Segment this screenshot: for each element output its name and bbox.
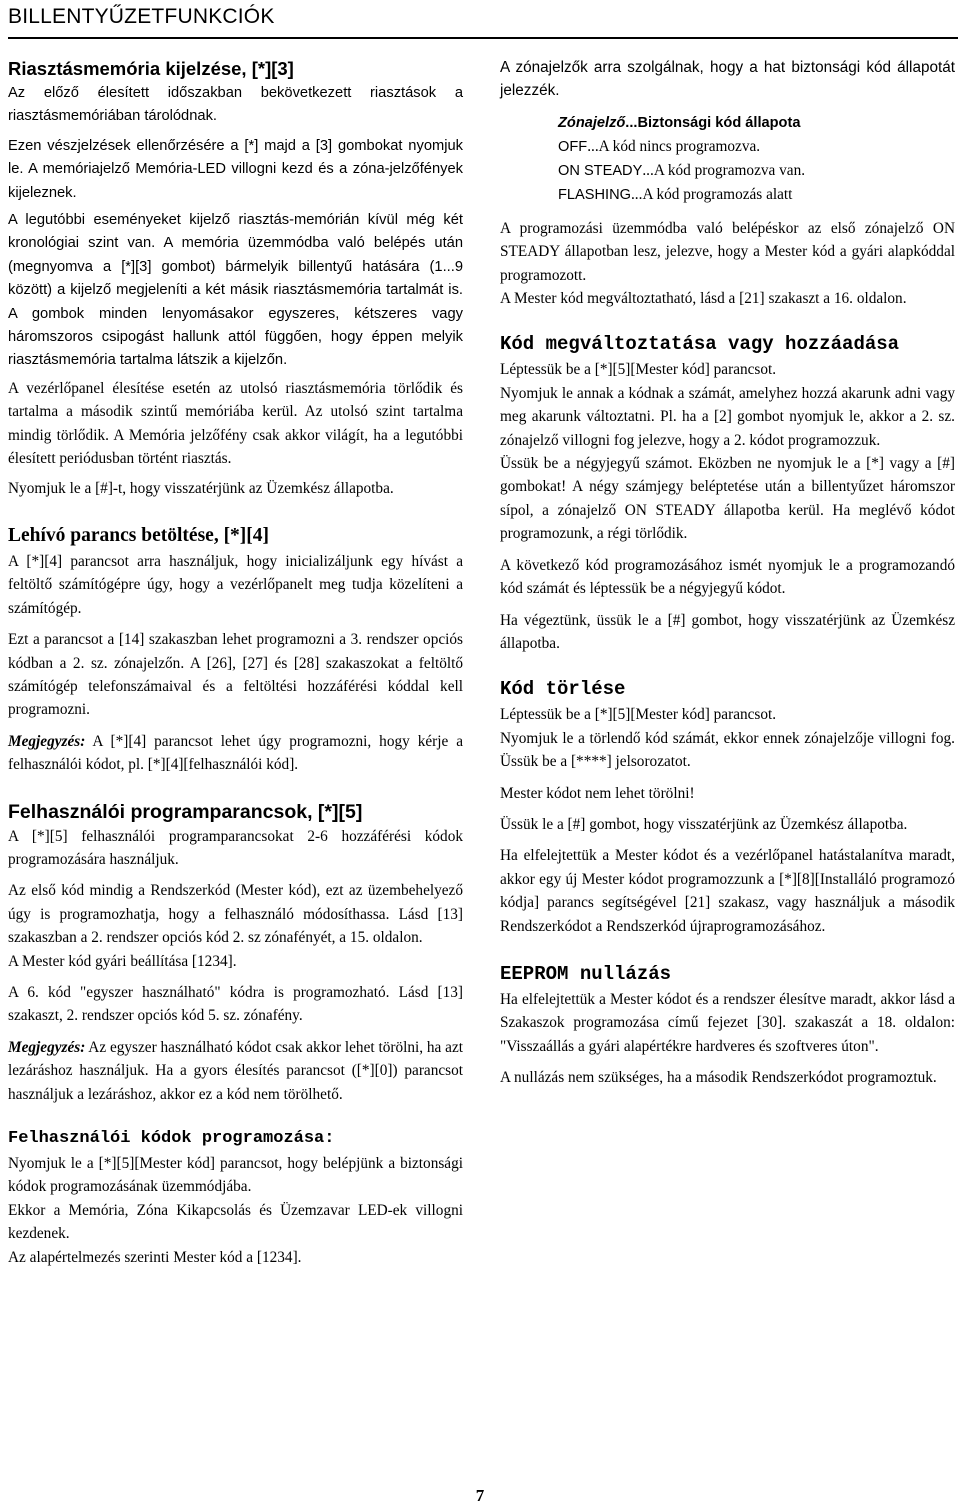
section-title-user-code-programming: Felhasználói kódok programozása: — [8, 1129, 335, 1149]
paragraph: A zónajelzők arra szolgálnak, hogy a hat biztonsági kód állapotát jelezzék. — [500, 59, 955, 100]
note-text: Az egyszer használható kódot csak akkor lehet törölni, ha azt lezáráshoz használjuk. Ha a gyors élesítés parancsot ([*][0]) parancsot használjuk a lezáráshoz, akkor ez a kód nem törölhető. — [8, 1038, 463, 1103]
paragraph: A 6. kód "egyszer használható" kódra is programozható. Lásd [13] szakaszt, 2. rendszer opciós kód 5. sz. zónafény. — [8, 984, 463, 1025]
section-title-eeprom-reset: EEPROM nullázás — [500, 962, 672, 985]
paragraph: Ezen vészjelzések ellenőrzésére a [*] majd a [3] gombokat nyomjuk le. A memóriajelző Memória-LED villogni kezd és a zóna-jelzőfények kijeleznek. — [8, 137, 463, 201]
paragraph: A Mester kód megváltoztatható, lásd a [21] szakaszt a 16. oldalon. — [500, 290, 907, 308]
paragraph: A [*][5] felhasználói programparancsokat 2-6 hozzáférési kódok programozására használjuk. — [8, 827, 463, 868]
paragraph: Nyomjuk le a [*][5][Mester kód] parancsot, hogy belépjünk a biztonsági kódok programozásának üzemmódjába. — [8, 1155, 463, 1196]
legend-key: FLASHING — [558, 186, 631, 203]
legend-row — [558, 135, 955, 159]
section-title-delete-code: Kód törlése — [500, 678, 626, 701]
paragraph: Léptessük be a [*][5][Mester kód] parancsot. — [500, 706, 777, 724]
paragraph: Ha elfelejtettük a Mester kódot és a rendszer élesítve maradt, akkor lásd a Szakaszok programozása című fejezet [30]. szakaszát a 18. oldalon: "Visszaállás a gyári alapértékre hardveres és szoftveres úton". — [500, 990, 955, 1055]
zone-indicator-legend — [558, 111, 955, 207]
legend-key: OFF — [558, 138, 588, 155]
paragraph: Ha végeztünk, üssük le a [#] gombot, hogy visszatérjünk az Üzemkész állapotba. — [500, 611, 955, 652]
paragraph: Üssük be a négyjegyű számot. Eközben ne nyomjuk le a [*] vagy a [#] gombokat! A négy számjegy beléptetése után a billentyűzet háromszor sípol, a zónajelző ON STEADY állapotba kerül. Ha meglévő kódot programozunk, a régi törlődik. — [500, 455, 955, 543]
legend-header-key: Zónajelző — [558, 114, 626, 131]
section-title-user-program-commands: Felhasználói programparancsok, [*][5] — [8, 800, 363, 823]
page-header — [8, 0, 958, 42]
paragraph: A vezérlőpanel élesítése esetén az utolsó riasztásmemória törlődik és tartalma a második szintű memóriába kerül. Az utolsó szint tartalma mindig törlődik. A Memória jelzőfény csak akkor világít, ha a legutóbbi élesített periódusban történt riasztás. — [8, 379, 463, 468]
paragraph: Ezt a parancsot a [14] szakaszban lehet programozni a 3. rendszer opciós kódban a 2. sz. zónajelzőn. A [26], [27] és [28] szakaszokat a feltöltő számítógép telefonszámaival és a feltöltési hozzáférési kóddal kell programozni. — [8, 631, 463, 719]
paragraph: Ekkor a Memória, Zóna Kikapcsolás és Üzemzavar LED-ek villogni kezdenek. — [8, 1201, 463, 1243]
note-paragraph — [8, 1036, 463, 1106]
paragraph: Nyomjuk le a [#]-t, hogy visszatérjünk az Üzemkész állapotba. — [8, 479, 394, 497]
paragraph: A nullázás nem szükséges, ha a második Rendszerkódot programoztuk. — [500, 1069, 937, 1087]
paragraph: A legutóbbi eseményeket kijelző riasztás-memórián kívül még két kronológiai szint van. A memória üzemmódba való belépés után (megnyomva a [*][3] gombot) bármelyik billentyű hatására (1...9 között) a kijelző megjeleníti a két másik riasztásmemória tartalmát is. A gombok minden lenyomásakor egyszeres, kétszeres vagy háromszoros csipogást hallunk attól függően, hogy éppen melyik riasztásmemória tartalma látszik a kijelzőn. — [8, 212, 463, 369]
paragraph: Ha elfelejtettük a Mester kódot és a vezérlőpanel hatástalanítva maradt, akkor egy új Mester kódot programozzunk a [*][8][Installáló programozó kódja] parancs segítségével [21] szakasz, vagy használjuk a második Rendszerkódot a Rendszerkód újraprogramozásához. — [500, 847, 955, 935]
paragraph: Nyomjuk le a törlendő kód számát, ekkor ennek zónajelzője villogni fog. Üssük be a [****] jelsorozatot. — [500, 729, 955, 771]
paragraph: Nyomjuk le annak a kódnak a számát, amelyhez hozzá akarunk adni vagy meg akarunk változtatni. Pl. ha a [2] gombot nyomjuk le, akkor a 2. sz. zónajelző villogni fog jelezve, hogy a 2. kódot programozzuk. — [500, 384, 955, 449]
paragraph: A Mester kód gyári beállítása [1234]. — [8, 952, 237, 970]
legend-header-value: ...Biztonsági kód állapota — [625, 114, 801, 131]
paragraph: A következő kód programozásához ismét nyomjuk le a programozandó kód számát és léptessük be a négyjegyű kódot. — [500, 556, 955, 598]
note-paragraph — [8, 730, 463, 777]
paragraph: A [*][4] parancsot arra használjuk, hogy inicializáljunk egy hívást a feltöltő számítógépre úgy, hogy a vezérlőpanelt meg tudja közelíteni a számítógép. — [8, 552, 463, 617]
legend-value: ...A kód nincs programozva. — [587, 137, 761, 155]
section-title-change-code: Kód megváltoztatása vagy hozzáadása — [500, 333, 900, 356]
note-label: Megjegyzés: — [8, 1038, 86, 1056]
paragraph: Léptessük be a [*][5][Mester kód] parancsot. — [500, 361, 777, 379]
legend-row — [558, 159, 955, 183]
legend-header — [558, 111, 955, 135]
right-column — [500, 56, 955, 1098]
paragraph: Az előző élesített időszakban bekövetkezett riasztások a riasztásmemóriában tárolódnak. — [8, 85, 463, 125]
note-text: A [*][4] parancsot lehet úgy programozni, hogy kérje a felhasználói kódot, pl. [*][4][felhasználói kód]. — [8, 732, 463, 774]
left-column — [8, 56, 463, 1269]
paragraph: Az első kód mindig a Rendszerkód (Mester kód), ezt az üzembehelyező úgy is programozhatja, hogy a felhasználó módosíthassa. Lásd [13] szakaszban a 2. rendszer opciós kód 2. sz zónafényét, a 15. oldalon. — [8, 882, 463, 947]
paragraph: Mester kódot nem lehet törölni! — [500, 784, 695, 802]
paragraph: A programozási üzemmódba való belépéskor az első zónajelző ON STEADY állapotban lesz, jelezve, hogy a Mester kód a gyári alapkóddal programozott. — [500, 219, 955, 284]
note-label: Megjegyzés: — [8, 732, 86, 750]
paragraph: Az alapértelmezés szerinti Mester kód a [1234]. — [8, 1248, 302, 1266]
header-rule — [8, 37, 958, 39]
legend-value: ...A kód programozás alatt — [630, 185, 793, 203]
section-title-download-command: Lehívó parancs betöltése, [*][4] — [8, 524, 270, 546]
legend-key: ON STEADY — [558, 162, 643, 179]
page-number: 7 — [475, 1486, 485, 1505]
page-title: BILLENTYŰZETFUNKCIÓK — [8, 5, 275, 28]
paragraph: Üssük le a [#] gombot, hogy visszatérjünk az Üzemkész állapotba. — [500, 815, 908, 833]
section-title-alarm-memory: Riasztásmemória kijelzése, [*][3] — [8, 58, 294, 79]
legend-value: ...A kód programozva van. — [642, 161, 806, 179]
legend-row — [558, 183, 955, 207]
